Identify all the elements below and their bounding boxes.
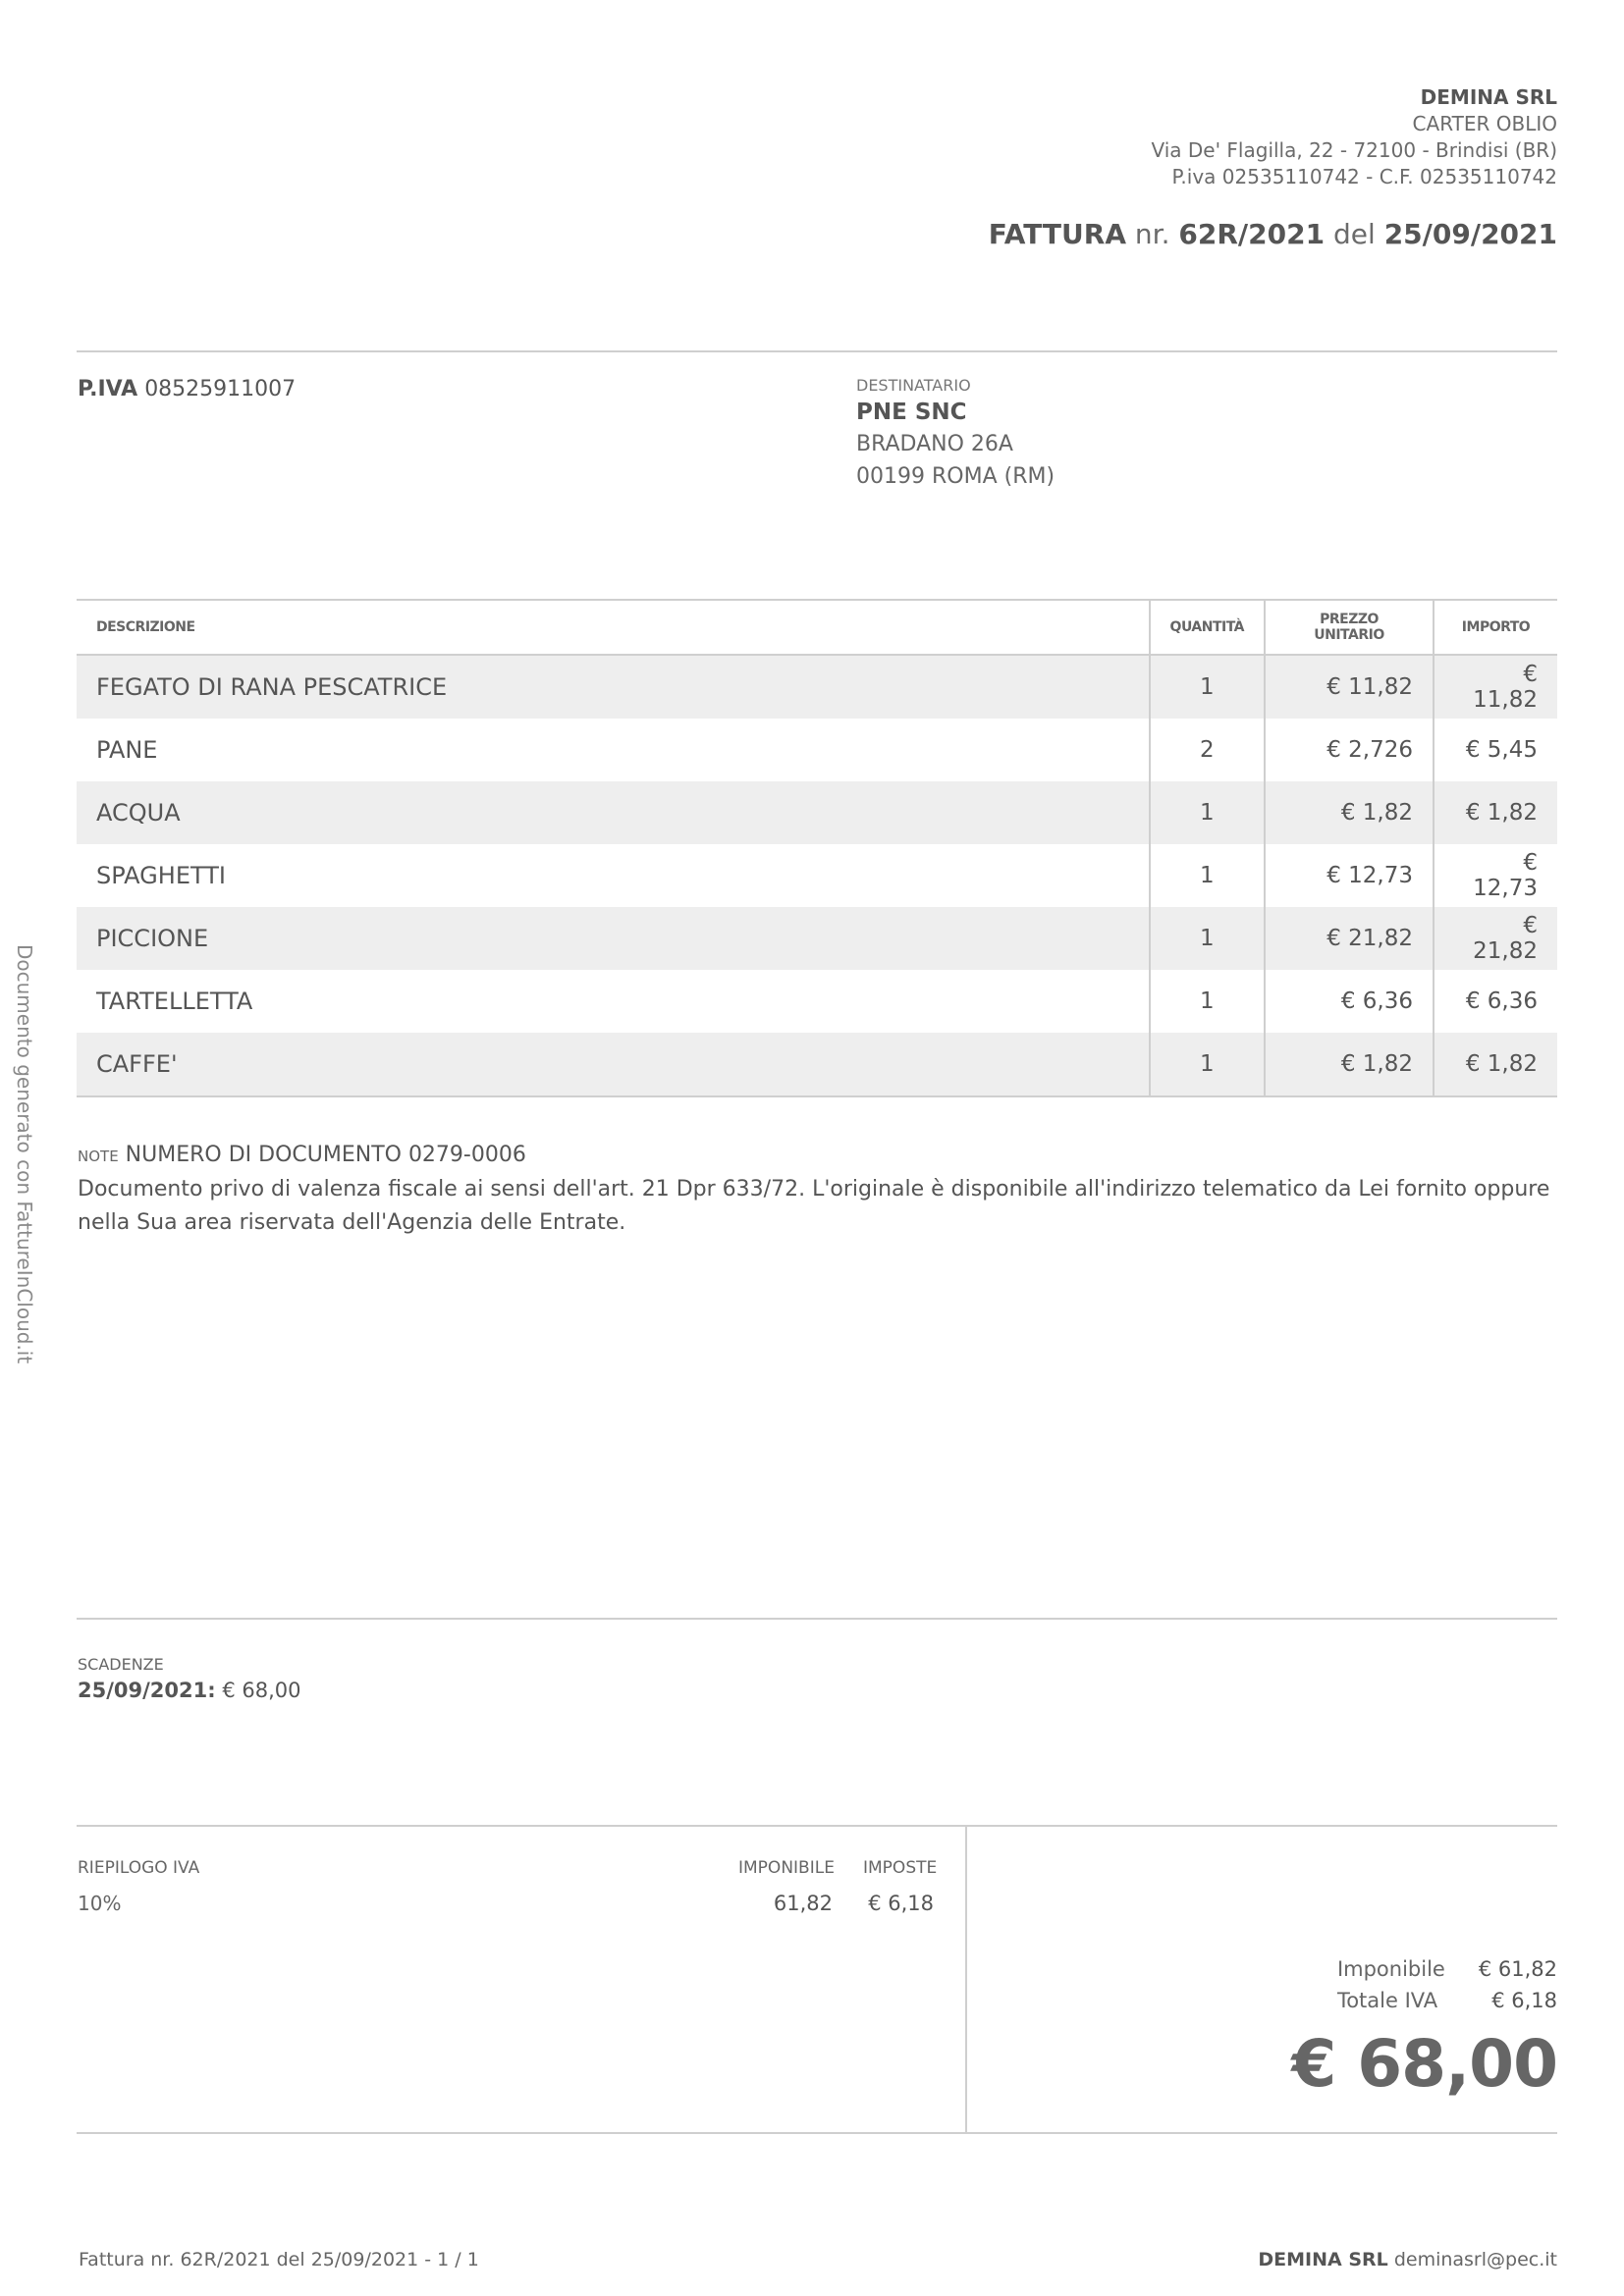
recipient-city: 00199 ROMA (RM) bbox=[856, 464, 1056, 489]
table-row bbox=[77, 970, 1557, 1033]
item-quantity: 1 bbox=[1150, 844, 1265, 907]
sender-tax-ids: P.iva 02535110742 - C.F. 02535110742 bbox=[1171, 165, 1557, 188]
table-row bbox=[77, 655, 1557, 719]
total-imponibile-value: € 61,82 bbox=[1478, 1957, 1557, 1981]
notes-label: NOTE bbox=[78, 1148, 119, 1165]
item-unit-price: € 1,82 bbox=[1265, 1033, 1434, 1096]
item-description: SPAGHETTI bbox=[96, 862, 226, 889]
notes-document-number: NUMERO DI DOCUMENTO 0279-0006 bbox=[125, 1143, 526, 1167]
deadline-amount: € 68,00 bbox=[222, 1679, 301, 1702]
notes-block bbox=[78, 1139, 1550, 1240]
grand-total: € 68,00 bbox=[1291, 2026, 1557, 2102]
customer-piva bbox=[78, 377, 296, 401]
vat-imponibile-header: IMPONIBILE bbox=[738, 1858, 835, 1878]
table-row bbox=[77, 844, 1557, 907]
vat-imposte-value: € 6,18 bbox=[868, 1892, 934, 1915]
item-unit-price: € 1,82 bbox=[1265, 781, 1434, 844]
item-amount: € 6,36 bbox=[1465, 988, 1538, 1014]
item-amount: € 1,82 bbox=[1434, 781, 1557, 844]
invoice-nr-label: nr. bbox=[1134, 218, 1170, 250]
divider bbox=[77, 1825, 1557, 1827]
invoice-doc-label: FATTURA bbox=[988, 218, 1126, 250]
footer-document-ref: Fattura nr. 62R/2021 del 25/09/2021 - 1 / 1 bbox=[79, 2249, 479, 2270]
vat-imponibile-value: 61,82 bbox=[773, 1892, 833, 1915]
items-table bbox=[77, 599, 1557, 1097]
divider bbox=[77, 1618, 1557, 1620]
item-description: ACQUA bbox=[77, 781, 1150, 844]
invoice-del-label: del bbox=[1333, 218, 1376, 250]
summary-divider bbox=[965, 1826, 967, 2134]
generator-watermark: Documento generato con FattureInCloud.it bbox=[13, 944, 36, 1364]
item-unit-price: € 2,726 bbox=[1265, 719, 1434, 781]
item-unit-price: € 21,82 bbox=[1265, 907, 1434, 970]
item-quantity: 1 bbox=[1150, 907, 1265, 970]
footer-company-name: DEMINA SRL bbox=[1258, 2249, 1388, 2270]
item-amount: € 1,82 bbox=[1434, 1033, 1557, 1096]
item-description: FEGATO DI RANA PESCATRICE bbox=[77, 655, 1150, 719]
vat-imposte-header: IMPOSTE bbox=[863, 1858, 938, 1878]
table-header-row bbox=[77, 600, 1557, 655]
recipient-label: DESTINATARIO bbox=[856, 376, 971, 395]
item-description: PANE bbox=[96, 736, 158, 764]
sender-block bbox=[1151, 84, 1557, 190]
sender-address: Via De' Flagilla, 22 - 72100 - Brindisi (BR) bbox=[1151, 138, 1557, 162]
divider bbox=[77, 2132, 1557, 2134]
header-unit-price: PREZZO UNITARIO bbox=[1265, 600, 1434, 655]
total-imponibile-label: Imponibile bbox=[1336, 1957, 1445, 1981]
invoice-date: 25/09/2021 bbox=[1383, 218, 1557, 250]
item-quantity: 1 bbox=[1150, 781, 1265, 844]
header-amount: IMPORTO bbox=[1434, 600, 1557, 655]
item-amount: € 5,45 bbox=[1465, 737, 1538, 763]
header-quantity: QUANTITÀ bbox=[1150, 600, 1265, 655]
item-quantity: 1 bbox=[1150, 970, 1265, 1033]
invoice-title bbox=[989, 218, 1557, 250]
item-quantity: 1 bbox=[1150, 1033, 1265, 1096]
table-row bbox=[77, 781, 1557, 844]
deadline-entry bbox=[78, 1679, 300, 1702]
table-row bbox=[77, 1033, 1557, 1096]
piva-value: 08525911007 bbox=[144, 377, 297, 401]
total-iva-value: € 6,18 bbox=[1491, 1989, 1557, 2012]
recipient-street: BRADANO 26A bbox=[856, 432, 1013, 456]
item-amount: € 21,82 bbox=[1434, 907, 1557, 970]
totals-row bbox=[1337, 1953, 1557, 1985]
deadline-date: 25/09/2021: bbox=[78, 1679, 216, 1702]
item-description: CAFFE' bbox=[77, 1033, 1150, 1096]
vat-summary-label: RIEPILOGO IVA bbox=[78, 1858, 200, 1878]
item-amount: € 12,73 bbox=[1473, 850, 1538, 901]
sender-name: DEMINA SRL bbox=[1420, 85, 1557, 109]
deadlines-label: SCADENZE bbox=[78, 1655, 164, 1674]
item-description: TARTELLETTA bbox=[96, 988, 253, 1015]
totals-table bbox=[1337, 1953, 1557, 2016]
piva-label: P.IVA bbox=[78, 377, 138, 401]
notes-disclaimer: Documento privo di valenza fiscale ai sensi dell'art. 21 Dpr 633/72. L'originale è disponibile all'indirizzo telematico da Lei fornito oppure nella Sua area riservata dell'Agenzia delle Entrate. bbox=[78, 1177, 1550, 1235]
item-description: PICCIONE bbox=[77, 907, 1150, 970]
divider bbox=[77, 350, 1557, 352]
item-amount: € 11,82 bbox=[1434, 655, 1557, 719]
totals-row bbox=[1337, 1985, 1557, 2016]
sender-contact: CARTER OBLIO bbox=[1412, 112, 1557, 135]
recipient-block bbox=[856, 375, 1055, 493]
item-unit-price: € 12,73 bbox=[1265, 844, 1434, 907]
footer-company bbox=[1258, 2249, 1557, 2270]
table-row bbox=[77, 907, 1557, 970]
invoice-number: 62R/2021 bbox=[1178, 218, 1326, 250]
item-quantity: 2 bbox=[1150, 719, 1265, 781]
item-quantity: 1 bbox=[1150, 655, 1265, 719]
table-row bbox=[77, 719, 1557, 781]
notes-first-line bbox=[78, 1139, 1550, 1173]
header-description: DESCRIZIONE bbox=[77, 600, 1150, 655]
item-unit-price: € 6,36 bbox=[1265, 970, 1434, 1033]
footer-email: deminasrl@pec.it bbox=[1393, 2249, 1557, 2270]
item-unit-price: € 11,82 bbox=[1265, 655, 1434, 719]
total-iva-label: Totale IVA bbox=[1336, 1989, 1438, 2012]
vat-rate: 10% bbox=[78, 1892, 122, 1915]
recipient-name: PNE SNC bbox=[856, 400, 967, 425]
